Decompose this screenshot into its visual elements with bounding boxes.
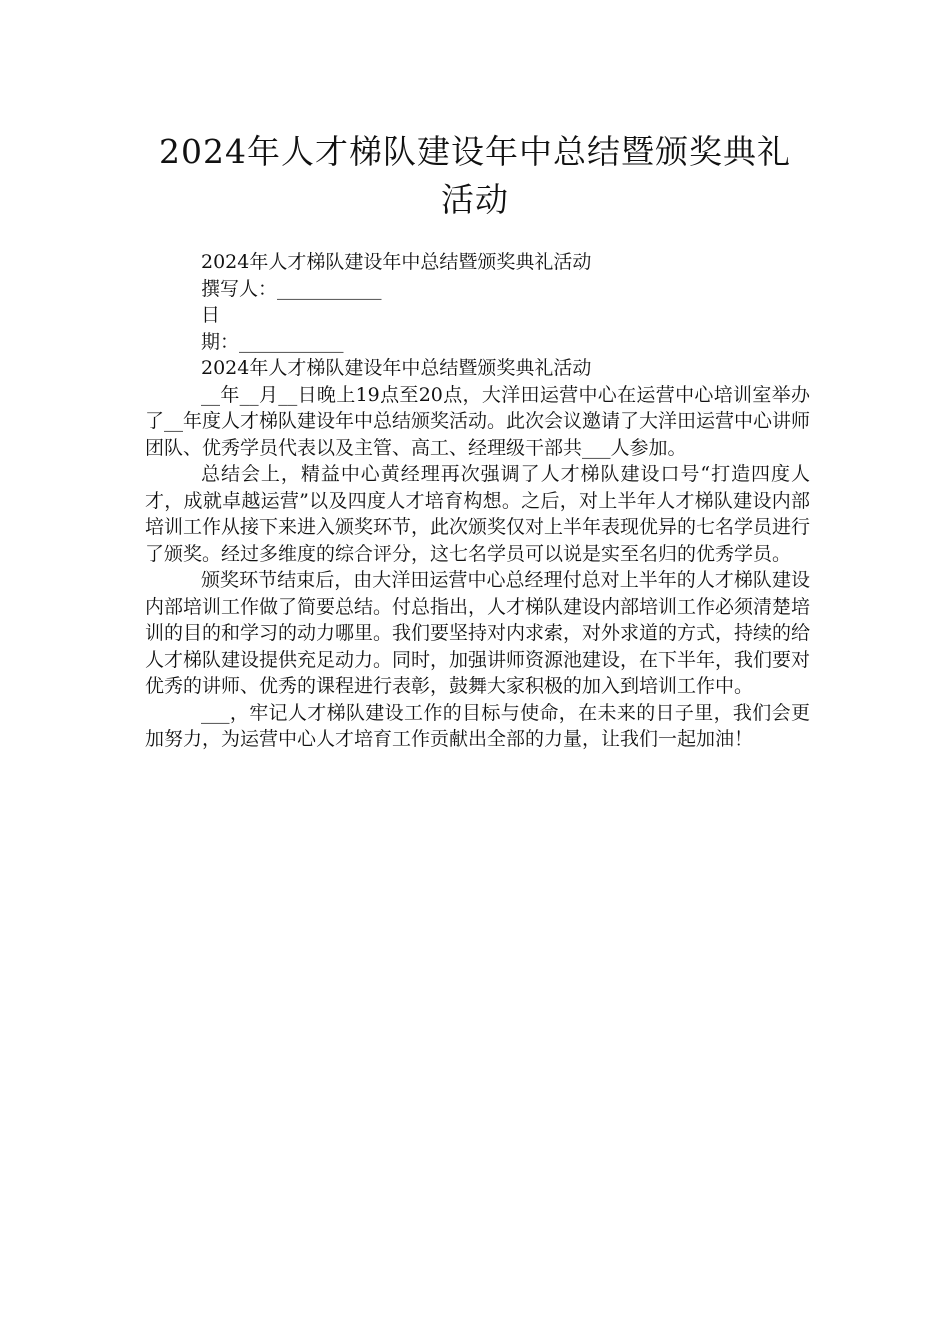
- paragraph-1: __年__月__日晚上19点至20点，大洋田运营中心在运营中心培训室举办了__年度人才梯队建设年中总结颁奖活动。此次会议邀请了大洋田运营中心讲师团队、优秀学员代表以及主管、高工、经理级干部共___人参加。: [145, 383, 811, 459]
- title-line-1: 2024年人才梯队建设年中总结暨颁奖典礼: [159, 132, 791, 171]
- date-line-2: 期：___________: [201, 330, 344, 353]
- paragraph-3: 颁奖环节结束后，由大洋田运营中心总经理付总对上半年的人才梯队建设内部培训工作做了简要总结。付总指出，人才梯队建设内部培训工作必须清楚培训的目的和学习的动力哪里。我们要坚持对内求索，对外求道的方式，持续的给人才梯队建设提供充足动力。同时，加强讲师资源池建设，在下半年，我们要对优秀的讲师、优秀的课程进行表彰，鼓舞大家积极的加入到培训工作中。: [145, 569, 811, 697]
- date-line-1: 日: [201, 304, 221, 326]
- paragraph-2: 总结会上，精益中心黄经理再次强调了人才梯队建设口号“打造四度人才，成就卓越运营”以及四度人才培育构想。之后，对上半年人才梯队建设内部培训工作从接下来进入颁奖环节，此次颁奖仅对上半年表现优异的七名学员进行了颁奖。经过多维度的综合评分，这七名学员可以说是实至名归的优秀学员。: [145, 463, 811, 565]
- document-title: [120, 128, 830, 224]
- title-line-2: 活动: [441, 180, 509, 219]
- author-line: 撰写人：___________: [201, 277, 382, 300]
- heading-repeat: 2024年人才梯队建设年中总结暨颁奖典礼活动: [201, 357, 592, 379]
- paragraph-4: ___，牢记人才梯队建设工作的目标与使命，在未来的日子里，我们会更加努力，为运营中心人才培育工作贡献出全部的力量，让我们一起加油！: [145, 701, 810, 750]
- subtitle: 2024年人才梯队建设年中总结暨颁奖典礼活动: [201, 251, 592, 273]
- document-body: [145, 249, 810, 753]
